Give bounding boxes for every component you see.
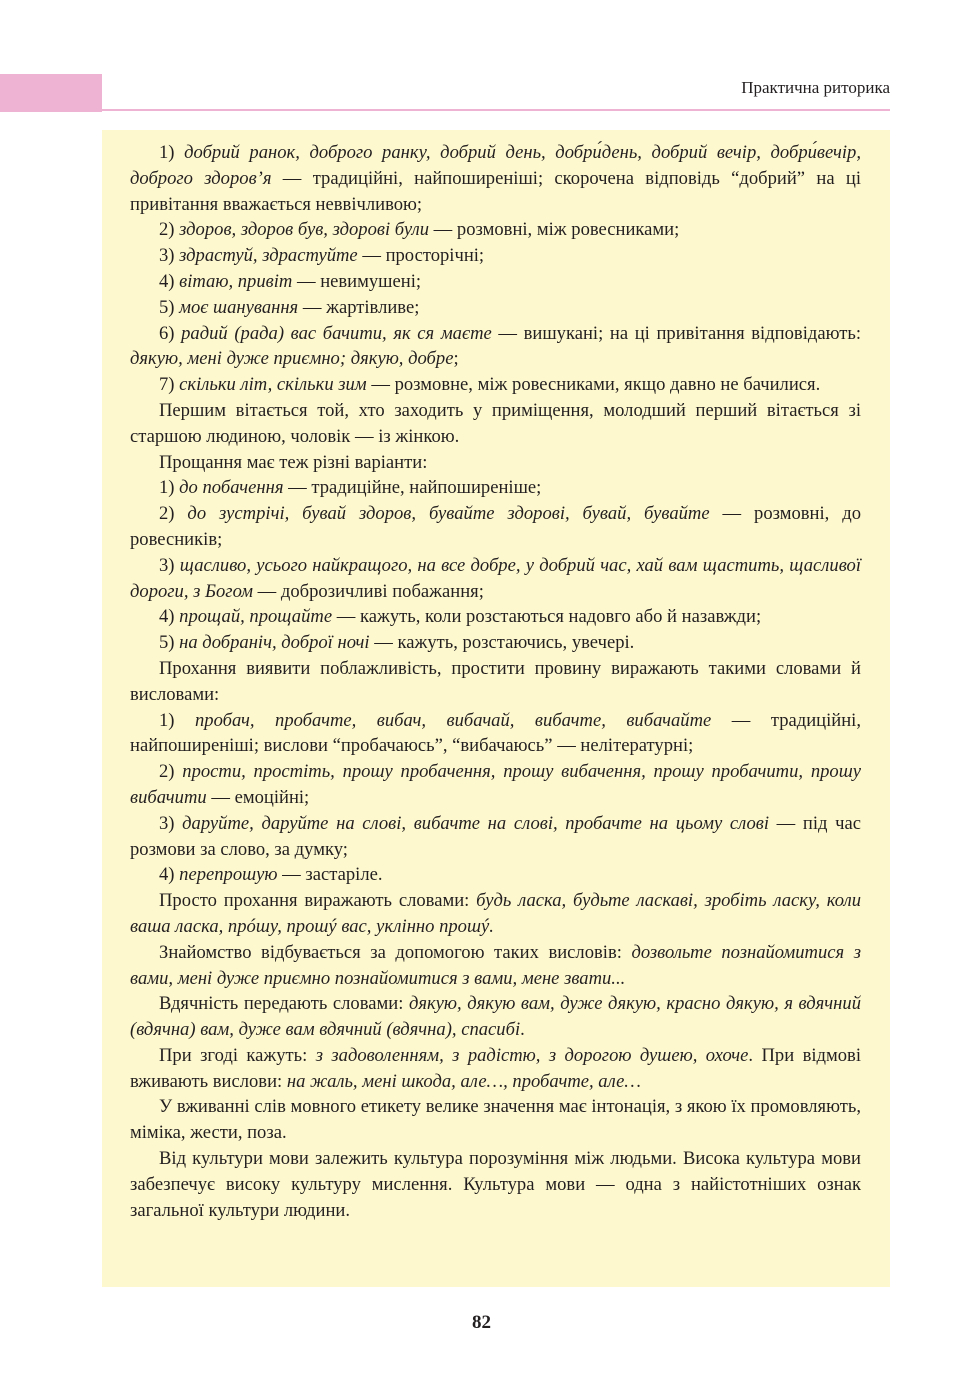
text-run: — розмовні, між ровесниками; (429, 219, 680, 241)
body-text (130, 140, 861, 1223)
italic-phrase: до зустрічі, бувай здоров, бувайте здорові, бувай, бувайте (187, 503, 710, 525)
italic-phrase: щасливо, усього найкращого, на все добре, у добрий час, хай вам щастить, щасливої дороги, з Богом (130, 554, 862, 602)
text-run: Прохання виявити поблажливість, простити провину виражають такими словами й висловами: (130, 657, 861, 705)
text-run: 3) (159, 554, 180, 576)
paragraph (130, 269, 861, 295)
italic-phrase: дякую, дякую вам, дуже дякую, красно дякую, я вдячний (вдячна) вам, дуже вам вдячний (вдячна), спасибі (130, 993, 861, 1041)
text-run: 2) (159, 503, 188, 525)
paragraph (130, 1146, 861, 1223)
text-run: Від культури мови залежить культура порозуміння між людьми. Висока культура мови забезпечує високу культуру мислення. Культура мови — одна з найістотніших ознак загальної культури людини. (130, 1148, 861, 1221)
text-run: — традиційне, найпоширеніше; (283, 477, 542, 499)
text-run: — емоційні; (206, 786, 310, 808)
italic-phrase: перепрошую (179, 864, 278, 886)
text-run: — доброзичливі побажання; (253, 580, 484, 602)
text-run: 3) (159, 245, 180, 267)
paragraph (130, 862, 861, 888)
text-run: У вживанні слів мовного етикету велике значення має інтонація, з якою їх промовляють, міміка, жести, поза. (130, 1096, 861, 1144)
paragraph (130, 475, 861, 501)
paragraph (130, 372, 861, 398)
paragraph (130, 604, 861, 630)
paragraph (130, 450, 861, 476)
text-run: — вишукані; на ці привітання відповідають: (491, 322, 862, 344)
paragraph (130, 991, 861, 1043)
text-run: — розмовне, між ровесниками, якщо давно не бачилися. (366, 374, 821, 396)
text-run: — під час розмови за слово, за думку; (130, 812, 861, 860)
italic-phrase: здоров, здоров був, здорові були (179, 219, 430, 241)
paragraph (130, 140, 861, 217)
text-run: Знайомство відбувається за допомогою таких висловів: (159, 941, 632, 963)
text-run: ; (453, 348, 459, 370)
italic-phrase: будь ласка, будьте ласкаві, зробіть ласку, коли ваша ласка, прóшу, прошý вас, уклінно прошý. (130, 890, 861, 937)
paragraph (130, 1094, 861, 1146)
italic-phrase: вітаю, привіт (179, 270, 293, 292)
text-run: — традиційні, найпоширеніші; вислови “пробачаюсь”, “вибачаюсь” — нелітературні; (130, 709, 861, 757)
text-run: 1) (159, 477, 180, 499)
italic-phrase: на жаль, мені шкода, але…, пробачте, але… (286, 1070, 641, 1092)
text-run: — кажуть, розстаючись, увечері. (369, 632, 635, 654)
text-run: Просто прохання виражають словами: (159, 890, 477, 912)
text-run: Вдячність передають словами: (159, 993, 409, 1015)
text-run: — жартівливе; (298, 296, 420, 318)
text-run: 6) (159, 322, 182, 344)
italic-phrase: даруйте, даруйте на слові, вибачте на слові, пробачте на цьому слові (182, 812, 769, 834)
italic-phrase: на добраніч, доброї ночі (179, 632, 370, 654)
text-run: 4) (159, 864, 180, 886)
paragraph (130, 398, 861, 450)
paragraph (130, 217, 861, 243)
paragraph (130, 656, 861, 708)
running-header: Практична риторика (741, 78, 890, 97)
paragraph (130, 759, 861, 811)
text-run: 7) (159, 374, 180, 396)
paragraph (130, 888, 861, 940)
italic-phrase: здрастуй, здрастуйте (179, 245, 358, 267)
paragraph (130, 940, 861, 992)
text-run: — невимушені; (292, 270, 422, 292)
italic-phrase: дякую, мені дуже приємно; дякую, добре (130, 348, 454, 370)
text-run: 5) (159, 296, 180, 318)
italic-phrase: з задоволенням, з радістю, з дорогою душею, охоче (315, 1044, 749, 1066)
paragraph (130, 321, 861, 373)
chapter-tab-marker (0, 74, 102, 112)
text-run: Першим вітається той, хто заходить у приміщення, молодший перший вітається зі старшою людиною, чоловік — із жінкою. (130, 399, 861, 447)
paragraph (130, 1043, 861, 1095)
paragraph (130, 708, 861, 760)
text-run: 4) (159, 606, 180, 628)
text-run: — кажуть, коли розстаються надовго або й назавжди; (332, 606, 762, 628)
text-run: 2) (159, 219, 180, 241)
paragraph (130, 630, 861, 656)
text-run: При згоді кажуть: (159, 1044, 316, 1066)
text-run: — просторічні; (357, 245, 485, 267)
text-run: 1) (159, 709, 195, 731)
paragraph (130, 811, 861, 863)
text-run: 3) (159, 812, 183, 834)
text-run: — розмовні, до ровесників; (130, 503, 861, 550)
paragraph (130, 295, 861, 321)
page-number: 82 (472, 1312, 491, 1333)
paragraph (130, 243, 861, 269)
text-run: 1) (159, 142, 185, 163)
text-run: 2) (159, 761, 183, 783)
text-run: Прощання має теж різні варіанти: (159, 451, 428, 473)
italic-phrase: пробач, пробачте, вибач, вибачай, вибачте, вибачайте (194, 709, 712, 731)
text-run: 5) (159, 632, 180, 654)
italic-phrase: до побачення (179, 477, 284, 499)
text-run: 4) (159, 270, 180, 292)
italic-phrase: прощай, прощайте (179, 606, 333, 628)
italic-phrase: радий (рада) вас бачити, як ся маєте (181, 322, 492, 344)
text-run: . (520, 1019, 525, 1041)
italic-phrase: прости, простіть, прошу пробачення, прошу вибачення, прошу пробачити, прошу вибачити (130, 761, 861, 808)
paragraph (130, 553, 861, 605)
italic-phrase: моє шанування (179, 296, 299, 318)
text-run: — традиційні, найпоширеніші; скорочена відповідь “добрий” на ці привітання вважається неввічливою; (130, 167, 861, 215)
italic-phrase: скільки літ, скільки зим (179, 374, 367, 396)
paragraph (130, 501, 861, 553)
text-run: — застаріле. (277, 864, 383, 886)
italic-phrase: дозвольте познайомитися з вами, мені дуже приємно познайомитися з вами, мене звати... (130, 941, 861, 989)
header-rule (102, 109, 890, 111)
text-run: . При відмові вживають вислови: (130, 1044, 861, 1092)
italic-phrase: добрий ранок, доброго ранку, добрий день, добри́день, добрий вечір, добри́вечір, доброго здоров’я (130, 142, 861, 189)
